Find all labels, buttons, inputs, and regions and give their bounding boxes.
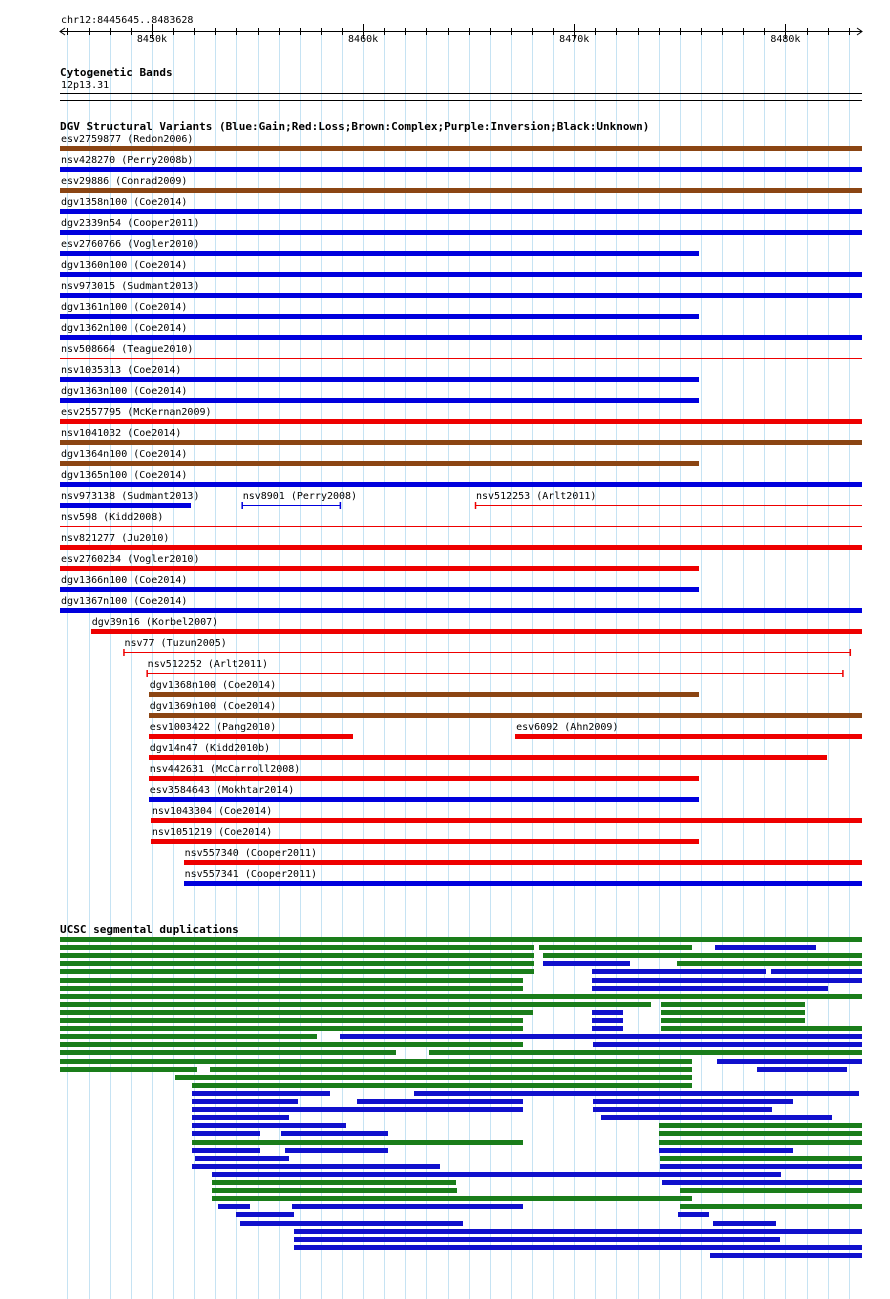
dgv-feature-label[interactable]: esv2557795 (McKernan2009)	[61, 407, 212, 418]
segdup-feature[interactable]	[60, 937, 862, 942]
segdup-feature[interactable]	[60, 1002, 651, 1007]
segdup-feature[interactable]	[60, 986, 523, 991]
dgv-feature-bar[interactable]	[60, 545, 862, 550]
dgv-feature-bar[interactable]	[60, 293, 862, 298]
dgv-feature-bar[interactable]	[60, 461, 699, 466]
ruler[interactable]	[0, 0, 890, 50]
segdup-feature[interactable]	[294, 1229, 862, 1234]
dgv-feature-label[interactable]: nsv508664 (Teague2010)	[61, 344, 194, 355]
segdup-feature[interactable]	[661, 1002, 806, 1007]
segdup-feature[interactable]	[192, 1115, 289, 1120]
segdup-feature[interactable]	[195, 1156, 289, 1161]
dgv-feature-bar[interactable]	[184, 881, 862, 886]
ruler-tick-label: 8480k	[770, 34, 801, 45]
segdup-feature[interactable]	[212, 1172, 781, 1177]
dgv-feature-bar[interactable]	[60, 314, 699, 319]
dgv-feature-label[interactable]: dgv1364n100 (Coe2014)	[61, 449, 188, 460]
dgv-feature-bar[interactable]	[91, 629, 862, 634]
segdup-feature[interactable]	[715, 945, 816, 950]
dgv-feature-bar[interactable]	[60, 398, 699, 403]
dgv-feature-bar[interactable]	[60, 608, 862, 613]
segdup-feature[interactable]	[539, 945, 692, 950]
dgv-feature-label[interactable]: nsv8901 (Perry2008)	[242, 491, 358, 502]
dgv-feature-label[interactable]: dgv1358n100 (Coe2014)	[61, 197, 188, 208]
ruler-tick-label: 8450k	[136, 34, 168, 45]
dgv-feature-bar[interactable]	[60, 188, 862, 193]
dgv-feature-bar[interactable]	[151, 818, 862, 823]
dgv-feature-label[interactable]: esv1003422 (Pang2010)	[149, 722, 277, 733]
segdup-feature[interactable]	[218, 1204, 250, 1209]
segdup-feature[interactable]	[659, 1123, 862, 1128]
dgv-feature-span[interactable]	[0, 648, 890, 658]
segdup-track-title[interactable]: UCSC segmental duplications	[60, 923, 239, 936]
segdup-feature[interactable]	[60, 1042, 523, 1047]
dgv-feature-bar[interactable]	[60, 146, 862, 151]
segdup-feature[interactable]	[175, 1075, 692, 1080]
dgv-feature-bar[interactable]	[149, 713, 862, 718]
segdup-feature[interactable]	[661, 1010, 806, 1015]
dgv-feature-label[interactable]: nsv1041032 (Coe2014)	[61, 428, 182, 439]
grid-line	[849, 30, 850, 1299]
dgv-feature-label[interactable]: nsv1051219 (Coe2014)	[151, 827, 273, 838]
segdup-feature[interactable]	[414, 1091, 860, 1096]
grid-line	[807, 30, 808, 1299]
dgv-feature-label[interactable]: nsv973138 (Sudmant2013)	[61, 491, 200, 502]
dgv-feature-label[interactable]: dgv1363n100 (Coe2014)	[61, 386, 188, 397]
dgv-feature-label[interactable]: nsv428270 (Perry2008b)	[61, 155, 194, 166]
dgv-feature-label[interactable]: dgv1362n100 (Coe2014)	[61, 323, 188, 334]
dgv-feature-label[interactable]: nsv442631 (McCarroll2008)	[149, 764, 301, 775]
segdup-feature[interactable]	[543, 953, 862, 958]
segdup-feature[interactable]	[661, 1018, 806, 1023]
segdup-feature[interactable]	[192, 1091, 330, 1096]
segdup-feature[interactable]	[771, 969, 862, 974]
segdup-feature[interactable]	[592, 1018, 623, 1023]
dgv-feature-label[interactable]: esv2760766 (Vogler2010)	[61, 239, 200, 250]
dgv-feature-label[interactable]: nsv77 (Tuzun2005)	[124, 638, 227, 649]
segdup-feature[interactable]	[757, 1067, 847, 1072]
dgv-feature-bar[interactable]	[60, 482, 862, 487]
dgv-feature-bar[interactable]	[60, 419, 862, 424]
segdup-feature[interactable]	[659, 1140, 862, 1145]
segdup-feature[interactable]	[601, 1115, 832, 1120]
segdup-feature[interactable]	[60, 1034, 317, 1039]
segdup-feature[interactable]	[192, 1164, 440, 1169]
segdup-feature[interactable]	[60, 1059, 692, 1064]
dgv-feature-bar[interactable]	[60, 587, 699, 592]
dgv-feature-bar[interactable]	[60, 167, 862, 172]
segdup-feature[interactable]	[592, 1026, 623, 1031]
segdup-feature[interactable]	[662, 1180, 862, 1185]
segdup-feature[interactable]	[212, 1188, 457, 1193]
segdup-feature[interactable]	[593, 1107, 771, 1112]
dgv-feature-label[interactable]: esv2760234 (Vogler2010)	[61, 554, 200, 565]
dgv-feature-span[interactable]	[0, 501, 890, 511]
dgv-feature-bar[interactable]	[60, 230, 862, 235]
dgv-feature-bar[interactable]	[151, 839, 699, 844]
segdup-feature[interactable]	[660, 1164, 862, 1169]
segdup-feature[interactable]	[294, 1245, 862, 1250]
dgv-feature-label[interactable]: esv3584643 (Mokhtar2014)	[149, 785, 295, 796]
segdup-feature[interactable]	[294, 1237, 780, 1242]
segdup-feature[interactable]	[340, 1034, 862, 1039]
dgv-feature-bar[interactable]	[149, 776, 699, 781]
segdup-feature[interactable]	[543, 961, 631, 966]
segdup-feature[interactable]	[60, 994, 862, 999]
segdup-feature[interactable]	[713, 1221, 776, 1226]
segdup-feature[interactable]	[192, 1099, 298, 1104]
dgv-feature-label[interactable]: nsv821277 (Ju2010)	[61, 533, 170, 544]
dgv-feature-label[interactable]: dgv1361n100 (Coe2014)	[61, 302, 188, 313]
segdup-feature[interactable]	[60, 969, 534, 974]
dgv-feature-label[interactable]: dgv1360n100 (Coe2014)	[61, 260, 188, 271]
segdup-feature[interactable]	[659, 1131, 862, 1136]
segdup-feature[interactable]	[60, 1026, 523, 1031]
ruler-tick-label: 8460k	[348, 34, 379, 45]
dgv-feature-label[interactable]: nsv598 (Kidd2008)	[61, 512, 164, 523]
dgv-feature-label[interactable]: dgv1369n100 (Coe2014)	[149, 701, 277, 712]
grid-line	[785, 30, 786, 1299]
dgv-feature-bar[interactable]	[515, 734, 862, 739]
segdup-feature[interactable]	[60, 1050, 396, 1055]
segdup-feature[interactable]	[593, 1042, 862, 1047]
segdup-feature[interactable]	[680, 1188, 862, 1193]
grid-line	[828, 30, 829, 1299]
segdup-feature[interactable]	[192, 1148, 260, 1153]
dgv-feature-label[interactable]: esv29886 (Conrad2009)	[61, 176, 188, 187]
segdup-feature[interactable]	[210, 1067, 692, 1072]
segdup-feature[interactable]	[236, 1212, 294, 1217]
segdup-feature[interactable]	[592, 969, 766, 974]
dgv-feature-label[interactable]: dgv1366n100 (Coe2014)	[61, 575, 188, 586]
dgv-feature-bar[interactable]	[60, 209, 862, 214]
segdup-feature[interactable]	[60, 1010, 533, 1015]
ruler-tick-label: 8470k	[559, 34, 590, 45]
segdup-feature[interactable]	[192, 1140, 522, 1145]
dgv-feature-label[interactable]: nsv1043304 (Coe2014)	[151, 806, 273, 817]
segdup-feature[interactable]	[592, 986, 827, 991]
segdup-feature[interactable]	[292, 1204, 522, 1209]
grid-line	[553, 30, 554, 1299]
segdup-feature[interactable]	[212, 1196, 692, 1201]
segdup-feature[interactable]	[678, 1212, 710, 1217]
cytoband-line-top	[60, 93, 862, 94]
dgv-feature-label[interactable]: nsv1035313 (Coe2014)	[61, 365, 182, 376]
dgv-feature-label[interactable]: nsv557340 (Cooper2011)	[184, 848, 318, 859]
dgv-feature-bar[interactable]	[60, 526, 862, 527]
grid-line	[532, 30, 533, 1299]
segdup-feature[interactable]	[593, 1099, 793, 1104]
segdup-feature[interactable]	[192, 1083, 692, 1088]
dgv-feature-label[interactable]: dgv1368n100 (Coe2014)	[149, 680, 277, 691]
dgv-feature-bar[interactable]	[60, 440, 862, 445]
dgv-feature-label[interactable]: dgv39n16 (Korbel2007)	[91, 617, 219, 628]
dgv-feature-span[interactable]	[0, 669, 890, 679]
segdup-feature[interactable]	[212, 1180, 456, 1185]
segdup-feature[interactable]	[60, 978, 523, 983]
dgv-feature-bar[interactable]	[60, 358, 862, 359]
dgv-feature-label[interactable]: dgv1365n100 (Coe2014)	[61, 470, 188, 481]
dgv-feature-bar[interactable]	[184, 860, 862, 865]
segdup-feature[interactable]	[60, 1018, 523, 1023]
segdup-feature[interactable]	[285, 1148, 388, 1153]
segdup-feature[interactable]	[717, 1059, 862, 1064]
dgv-feature-bar[interactable]	[60, 377, 699, 382]
dgv-track-title[interactable]: DGV Structural Variants (Blue:Gain;Red:Loss;Brown:Complex;Purple:Inversion;Black:Unknown)	[60, 120, 650, 133]
dgv-feature-label[interactable]: esv2759877 (Redon2006)	[61, 134, 194, 145]
position-label: chr12:8445645..8483628	[61, 15, 194, 26]
cytoband-track-title[interactable]: Cytogenetic Bands	[60, 66, 173, 79]
segdup-feature[interactable]	[357, 1099, 523, 1104]
segdup-feature[interactable]	[661, 1026, 862, 1031]
dgv-feature-bar[interactable]	[60, 335, 862, 340]
segdup-feature[interactable]	[592, 1010, 623, 1015]
segdup-feature[interactable]	[192, 1123, 346, 1128]
dgv-feature-bar[interactable]	[149, 797, 699, 802]
dgv-feature-label[interactable]: dgv2339n54 (Cooper2011)	[61, 218, 200, 229]
dgv-feature-bar[interactable]	[60, 251, 699, 256]
cytoband-label[interactable]: 12p13.31	[61, 80, 110, 91]
cytoband-line-bottom	[60, 100, 862, 101]
segdup-feature[interactable]	[192, 1131, 260, 1136]
segdup-feature[interactable]	[192, 1107, 522, 1112]
dgv-feature-label[interactable]: dgv14n47 (Kidd2010b)	[149, 743, 271, 754]
segdup-feature[interactable]	[60, 945, 534, 950]
dgv-feature-bar[interactable]	[149, 692, 699, 697]
segdup-feature[interactable]	[281, 1131, 389, 1136]
dgv-feature-label[interactable]: esv6092 (Ahn2009)	[516, 722, 619, 733]
segdup-feature[interactable]	[680, 1204, 862, 1209]
dgv-feature-label[interactable]: nsv973015 (Sudmant2013)	[61, 281, 200, 292]
segdup-feature[interactable]	[659, 1148, 793, 1153]
dgv-feature-bar[interactable]	[60, 272, 862, 277]
dgv-feature-bar[interactable]	[149, 755, 827, 760]
dgv-feature-bar[interactable]	[149, 734, 353, 739]
segdup-feature[interactable]	[60, 1067, 197, 1072]
segdup-feature[interactable]	[240, 1221, 464, 1226]
segdup-feature[interactable]	[660, 1156, 862, 1161]
segdup-feature[interactable]	[592, 978, 862, 983]
dgv-feature-label[interactable]: nsv512252 (Arlt2011)	[147, 659, 269, 670]
segdup-feature[interactable]	[429, 1050, 862, 1055]
segdup-feature[interactable]	[677, 961, 806, 966]
dgv-feature-bar[interactable]	[60, 566, 699, 571]
segdup-feature[interactable]	[710, 1253, 862, 1258]
dgv-feature-label[interactable]: dgv1367n100 (Coe2014)	[61, 596, 188, 607]
segdup-feature[interactable]	[60, 953, 534, 958]
dgv-feature-label[interactable]: nsv557341 (Cooper2011)	[184, 869, 318, 880]
segdup-feature[interactable]	[60, 961, 534, 966]
grid-line	[574, 30, 575, 1299]
dgv-feature-label[interactable]: nsv512253 (Arlt2011)	[476, 491, 597, 502]
